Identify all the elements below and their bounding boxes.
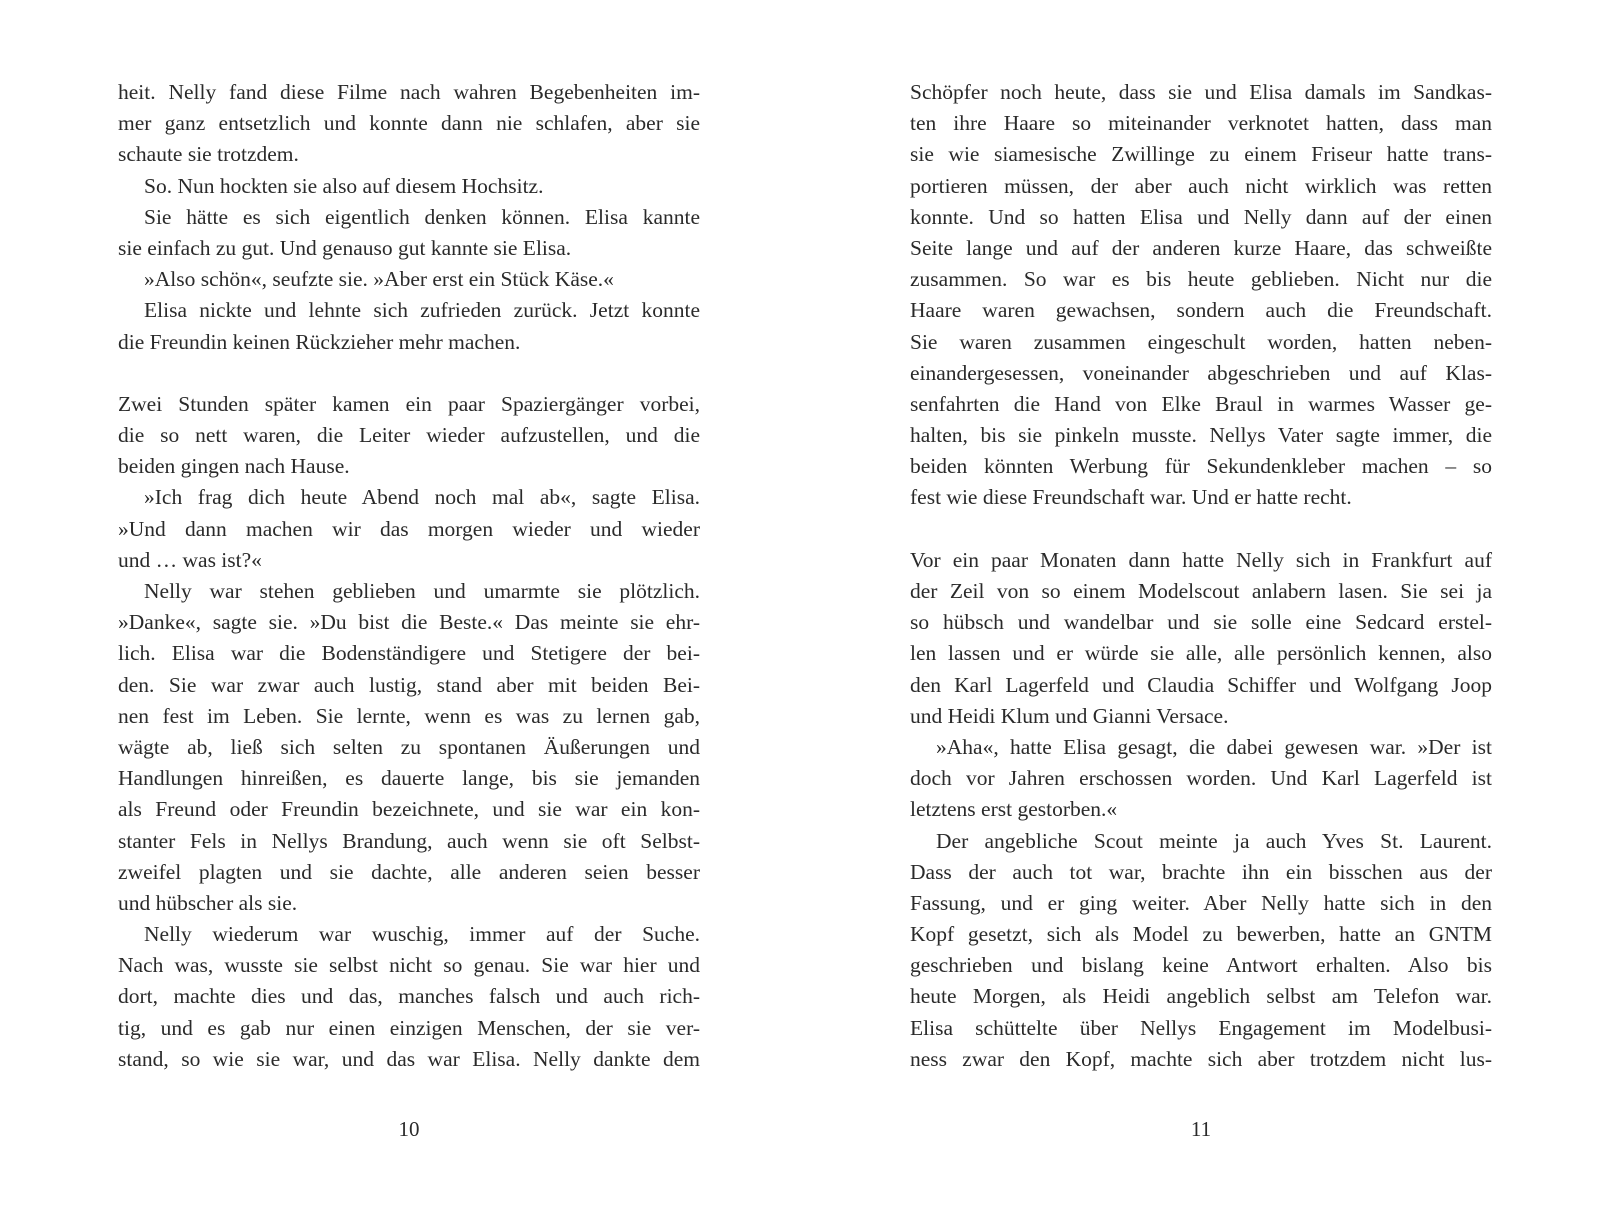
text-line: nen fest im Leben. Sie lernte, wenn es was zu lernen gab, <box>118 703 700 728</box>
text-line: Dass der auch tot war, brachte ihn ein bisschen aus der <box>910 859 1492 884</box>
text-line: Kopf gesetzt, sich als Model zu bewerben, hatte an GNTM <box>910 922 1492 947</box>
text-line: heit. Nelly fand diese Filme nach wahren Begebenheiten im- <box>118 80 700 104</box>
text-line: so hübsch und wandelbar und sie solle eine Sedcard erstel- <box>910 610 1492 635</box>
text-line: tig, und es gab nur einen einzigen Menschen, der sie ver- <box>118 1015 700 1040</box>
text-line: den. Sie war zwar auch lustig, stand aber mit beiden Bei- <box>118 672 700 697</box>
text-line: heute Morgen, als Heidi angeblich selbst am Telefon war. <box>910 984 1492 1009</box>
text-line: die Freundin keinen Rückzieher mehr machen. <box>118 329 521 354</box>
text-line: Fassung, und er ging weiter. Aber Nelly hatte sich in den <box>910 890 1492 915</box>
left-page-number: 10 <box>398 1117 420 1141</box>
text-line: Haare waren gewachsen, sondern auch die Freundschaft. <box>910 298 1492 323</box>
text-line: senfahrten die Hand von Elke Braul in warmes Wasser ge- <box>910 391 1492 416</box>
left-page-text <box>118 77 700 1075</box>
text-line: Sie hätte es sich eigentlich denken können. Elisa kannte <box>144 204 700 229</box>
text-line: geschrieben und bislang keine Antwort erhalten. Also bis <box>910 953 1492 978</box>
text-line: »Und dann machen wir das morgen wieder und wieder <box>118 516 700 541</box>
text-line: Schöpfer noch heute, dass sie und Elisa damals im Sandkas- <box>910 80 1492 104</box>
right-page-number: 11 <box>1190 1117 1212 1141</box>
text-line: der Zeil von so einem Modelscout anlabern lasen. Sie sei ja <box>910 579 1492 603</box>
text-line: Sie waren zusammen eingeschult worden, hatten neben- <box>910 329 1492 354</box>
text-line: stanter Fels in Nellys Brandung, auch wenn sie oft Selbst- <box>118 828 700 853</box>
text-line: als Freund oder Freundin bezeichnete, und sie war ein kon- <box>118 797 700 822</box>
text-line: zweifel plagten und sie dachte, alle anderen seien besser <box>118 859 700 884</box>
text-line: Seite lange und auf der anderen kurze Haare, das schweißte <box>910 235 1492 260</box>
paragraph-break <box>910 514 1492 545</box>
text-line: »Also schön«, seufzte sie. »Aber erst ein Stück Käse.« <box>144 267 614 292</box>
text-line: beiden gingen nach Hause. <box>118 454 350 479</box>
text-line: zusammen. So war es bis heute geblieben. Nicht nur die <box>910 267 1492 292</box>
right-page-text <box>910 77 1492 1075</box>
text-line: letztens erst gestorben.« <box>910 797 1118 822</box>
text-line: So. Nun hockten sie also auf diesem Hochsitz. <box>144 173 544 198</box>
text-line: ness zwar den Kopf, machte sich aber trotzdem nicht lus- <box>910 1046 1492 1071</box>
text-line: halten, bis sie pinkeln musste. Nellys Vater sagte immer, die <box>910 423 1492 448</box>
text-line: sie wie siamesische Zwillinge zu einem Friseur hatte trans- <box>910 142 1492 167</box>
text-line: fest wie diese Freundschaft war. Und er hatte recht. <box>910 485 1352 510</box>
text-line: sie einfach zu gut. Und genauso gut kannte sie Elisa. <box>118 235 572 260</box>
text-line: mer ganz entsetzlich und konnte dann nie schlafen, aber sie <box>118 111 700 136</box>
text-line: lich. Elisa war die Bodenständigere und Stetigere der bei- <box>118 641 700 666</box>
text-line: Nelly wiederum war wuschig, immer auf der Suche. <box>144 922 700 947</box>
text-line: den Karl Lagerfeld und Claudia Schiffer und Wolfgang Joop <box>910 672 1492 697</box>
text-line: Handlungen hinreißen, es dauerte lange, bis sie jemanden <box>118 766 700 791</box>
text-line: dort, machte dies und das, manches falsch und auch rich- <box>118 984 700 1009</box>
text-line: beiden könnten Werbung für Sekundenkleber machen – so <box>910 454 1492 479</box>
text-line: Nelly war stehen geblieben und umarmte sie plötzlich. <box>144 579 700 603</box>
text-line: Nach was, wusste sie selbst nicht so genau. Sie war hier und <box>118 953 700 978</box>
text-line: Zwei Stunden später kamen ein paar Spaziergänger vorbei, <box>118 391 700 416</box>
text-line: »Ich frag dich heute Abend noch mal ab«, sagte Elisa. <box>144 485 700 510</box>
text-line: Elisa nickte und lehnte sich zufrieden zurück. Jetzt konnte <box>144 298 700 323</box>
text-line: Der angebliche Scout meinte ja auch Yves St. Laurent. <box>936 828 1492 853</box>
text-line: Elisa schüttelte über Nellys Engagement im Modelbusi- <box>910 1015 1492 1040</box>
text-line: doch vor Jahren erschossen worden. Und Karl Lagerfeld ist <box>910 766 1492 791</box>
text-line: »Aha«, hatte Elisa gesagt, die dabei gewesen war. »Der ist <box>936 734 1492 759</box>
text-line: ten ihre Haare so miteinander verknotet hatten, dass man <box>910 111 1492 136</box>
text-line: wägte ab, ließ sich selten zu spontanen Äußerungen und <box>118 734 700 759</box>
text-line: »Danke«, sagte sie. »Du bist die Beste.« Das meinte sie ehr- <box>118 610 700 635</box>
text-line: und Heidi Klum und Gianni Versace. <box>910 703 1229 728</box>
paragraph-break <box>118 358 700 389</box>
text-line: len lassen und er würde sie alle, alle persönlich kennen, also <box>910 641 1492 666</box>
text-line: und … was ist?« <box>118 547 262 572</box>
text-line: konnte. Und so hatten Elisa und Nelly dann auf der einen <box>910 204 1492 229</box>
text-line: die so nett waren, die Leiter wieder aufzustellen, und die <box>118 423 700 448</box>
text-line: und hübscher als sie. <box>118 890 298 915</box>
text-line: stand, so wie sie war, und das war Elisa. Nelly dankte dem <box>118 1046 700 1071</box>
text-line: Vor ein paar Monaten dann hatte Nelly sich in Frankfurt auf <box>910 547 1492 572</box>
text-line: portieren müssen, der aber auch nicht wirklich was retten <box>910 173 1492 198</box>
text-line: schaute sie trotzdem. <box>118 142 299 167</box>
text-line: einandergesessen, voneinander abgeschrieben und auf Klas- <box>910 360 1492 385</box>
